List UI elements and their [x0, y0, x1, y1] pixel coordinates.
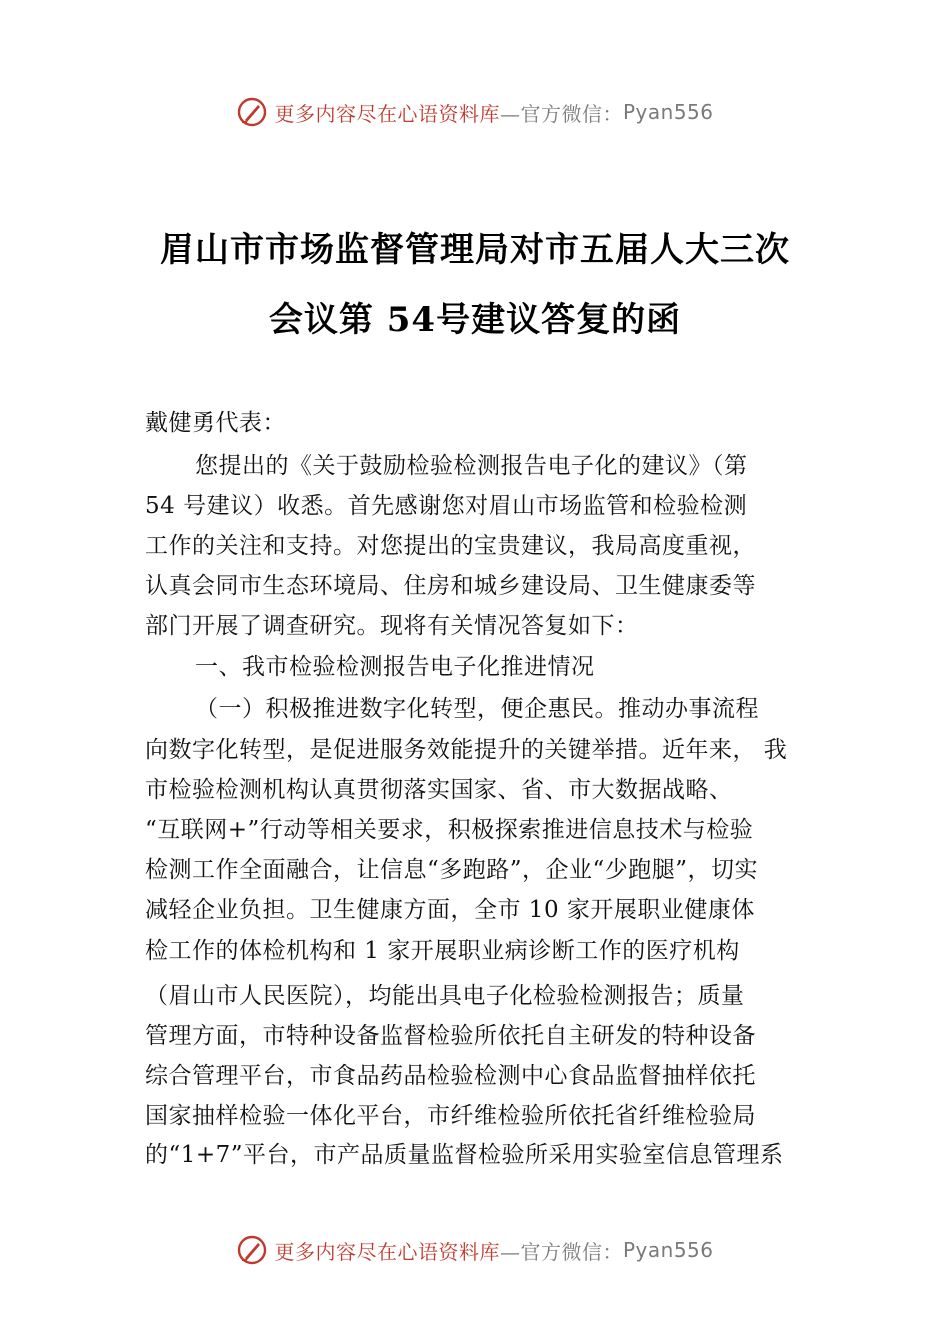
quill-pen-seal-icon — [236, 1234, 268, 1266]
subsection-heading: （一）积极推进数字化转型，便企惠民。推动办事流程 — [195, 696, 759, 722]
paragraph-line: “互联网+”行动等相关要求，积极探索推进信息技术与检验 — [145, 817, 754, 843]
watermark-wechat-id: Pyan556 — [622, 100, 714, 124]
paragraph-line: 部门开展了调查研究。现将有关情况答复如下： — [145, 613, 639, 639]
paragraph-line: 认真会同市生态环境局、住房和城乡建设局、卫生健康委等 — [145, 573, 756, 599]
paragraph-line: 综合管理平台，市食品药品检验检测中心食品监督抽样依托 — [145, 1063, 756, 1089]
watermark-wechat-id: Pyan556 — [622, 1238, 714, 1262]
paragraph-line: 您提出的《关于鼓励检验检测报告电子化的建议》（第 — [195, 453, 748, 479]
watermark-site-name: 更多内容尽在心语资料库 — [274, 1239, 500, 1264]
paragraph-line: 工作的关注和支持。对您提出的宝贵建议，我局高度重视， — [145, 533, 756, 559]
quill-pen-seal-icon — [236, 96, 268, 128]
watermark-site-name: 更多内容尽在心语资料库 — [274, 101, 500, 126]
paragraph-line: 检测工作全面融合，让信息“多跑路”，企业“少跑腿”，切实 — [145, 857, 759, 883]
paragraph-line: 向数字化转型，是促进服务效能提升的关键举措。近年来， 我 — [145, 737, 788, 763]
paragraph-line: 的“1+7”平台，市产品质量监督检验所采用实验室信息管理系 — [145, 1142, 784, 1168]
footer-watermark — [0, 1234, 950, 1266]
header-watermark — [0, 96, 950, 128]
salutation: 戴健勇代表： — [145, 410, 286, 436]
paragraph-line: 管理方面，市特种设备监督检验所依托自主研发的特种设备 — [145, 1023, 756, 1049]
paragraph-line: 减轻企业负担。卫生健康方面，全市 10 家开展职业健康体 — [145, 897, 755, 923]
watermark-separator: —官方微信： — [499, 101, 623, 126]
paragraph-line: 检工作的体检机构和 1 家开展职业病诊断工作的医疗机构 — [145, 938, 740, 964]
paragraph-line: 54 号建议）收悉。首先感谢您对眉山市场监管和检验检测 — [145, 493, 748, 519]
document-title-line-1: 眉山市市场监督管理局对市五届人大三次 — [160, 230, 790, 270]
document-title-line-2: 会议第 54号建议答复的函 — [268, 300, 682, 340]
paragraph-line: 国家抽样检验一体化平台，市纤维检验所依托省纤维检验局 — [145, 1103, 756, 1129]
watermark-separator: —官方微信： — [499, 1239, 623, 1264]
paragraph-line: 市检验检测机构认真贯彻落实国家、省、市大数据战略、 — [145, 777, 733, 803]
section-heading: 一、我市检验检测报告电子化推进情况 — [195, 654, 595, 680]
paragraph-line: （眉山市人民医院），均能出具电子化检验检测报告；质量 — [145, 983, 745, 1009]
